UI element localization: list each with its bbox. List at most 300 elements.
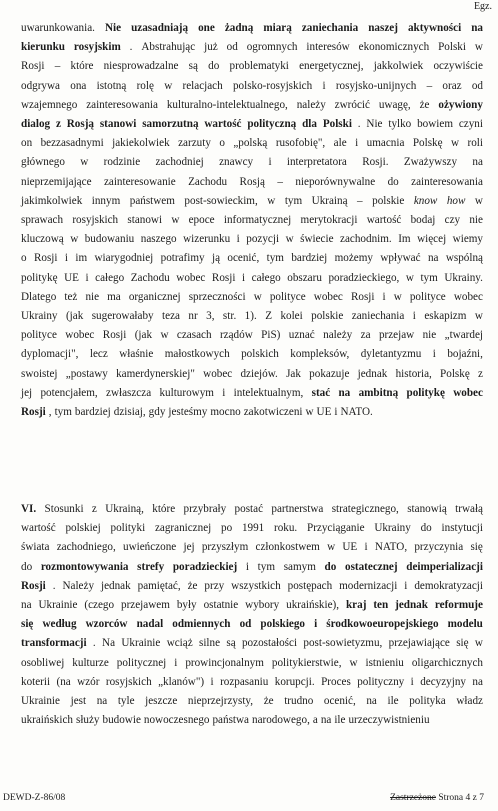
word: czy bbox=[444, 214, 461, 227]
word: decyzyjny bbox=[420, 675, 466, 688]
word: ile bbox=[334, 714, 346, 727]
word: polskiego bbox=[260, 618, 305, 631]
word: i bbox=[222, 386, 226, 399]
word: ostatecznej bbox=[345, 560, 398, 573]
word: jeszcze bbox=[145, 695, 178, 708]
word: one bbox=[198, 22, 215, 34]
word: historia, bbox=[395, 367, 432, 380]
word: dla bbox=[302, 118, 317, 131]
word: czasach bbox=[176, 329, 212, 342]
word: zwrócić bbox=[334, 98, 370, 111]
word: kulturowym bbox=[159, 386, 214, 399]
word: ale bbox=[333, 137, 347, 150]
word: że bbox=[419, 98, 430, 111]
word: innym bbox=[91, 194, 121, 207]
word: w bbox=[327, 541, 336, 554]
word: ambitną bbox=[358, 386, 399, 399]
word: w bbox=[285, 233, 294, 246]
word: w bbox=[164, 79, 173, 92]
word: że bbox=[187, 579, 198, 592]
word: z bbox=[91, 503, 97, 515]
text-line bbox=[21, 57, 483, 76]
word: stanowią bbox=[407, 503, 447, 515]
word: przyczynia bbox=[414, 541, 464, 554]
word: nowoczesnego bbox=[143, 714, 210, 727]
word: ocenić, bbox=[227, 252, 260, 265]
word: w bbox=[405, 271, 414, 284]
word: tym bbox=[420, 271, 438, 284]
word: rozmontowywania bbox=[40, 560, 129, 573]
word: transformacji bbox=[21, 637, 87, 650]
word: politykierstwie, bbox=[271, 656, 342, 669]
word: polsko-rosyjskich bbox=[232, 79, 313, 92]
text-line bbox=[21, 365, 483, 384]
word: zainteresowania bbox=[86, 98, 158, 111]
word: rosyjskim bbox=[73, 41, 121, 54]
word: energetycznej, bbox=[299, 60, 364, 73]
word: w bbox=[171, 214, 180, 227]
word: oligarchicznych bbox=[411, 656, 483, 669]
word: głównego bbox=[21, 156, 65, 169]
word: polskiej bbox=[65, 522, 101, 535]
word: w bbox=[267, 194, 276, 207]
word: roku. bbox=[274, 522, 298, 535]
text-line bbox=[21, 134, 483, 153]
word: modelu bbox=[447, 618, 483, 631]
word: przyszłym bbox=[201, 541, 249, 554]
word: za bbox=[360, 329, 371, 342]
word: do bbox=[420, 522, 432, 535]
word: ogromnych bbox=[246, 41, 298, 54]
word: i bbox=[64, 252, 68, 265]
word: wpływać bbox=[380, 252, 421, 265]
word: polityczną bbox=[247, 118, 297, 131]
word: ostatnie bbox=[203, 599, 239, 612]
word: już bbox=[204, 41, 218, 54]
word: Rosji bbox=[21, 406, 46, 419]
word: postać bbox=[234, 503, 264, 515]
text-line bbox=[21, 38, 483, 57]
word: tym bbox=[54, 406, 72, 419]
word: członkostwem bbox=[255, 541, 320, 554]
word: Rosją bbox=[66, 118, 94, 131]
word: Rosji bbox=[21, 579, 46, 592]
word: nie bbox=[422, 329, 437, 342]
word: uznać bbox=[288, 329, 315, 342]
word: „polską bbox=[233, 137, 268, 150]
word: kolei bbox=[280, 310, 303, 323]
word: „klanów") bbox=[158, 675, 205, 688]
word: od bbox=[471, 79, 483, 92]
word: . bbox=[129, 41, 133, 54]
word: wciąż bbox=[166, 637, 193, 650]
word: zainteresowanie bbox=[103, 175, 176, 188]
text-line bbox=[21, 96, 483, 115]
word: i bbox=[174, 656, 178, 669]
word: Jak bbox=[286, 367, 301, 380]
document-id: DEWD-Z-86/08 bbox=[3, 793, 66, 803]
word: od bbox=[226, 41, 238, 54]
word: do bbox=[21, 560, 33, 573]
word: w bbox=[160, 329, 169, 342]
word: tym bbox=[257, 560, 276, 573]
word: zarzuty bbox=[178, 137, 211, 150]
word: Zachodu bbox=[188, 175, 228, 188]
copy-marker: Egz. bbox=[473, 1, 492, 12]
word: eskapizm bbox=[424, 310, 467, 323]
word: politycznej bbox=[116, 656, 167, 669]
word: kierunku bbox=[21, 41, 65, 54]
word: Polskę bbox=[440, 367, 470, 380]
text-line bbox=[21, 596, 483, 615]
word: stanowi bbox=[99, 118, 137, 131]
word: istotną bbox=[96, 79, 127, 92]
word: partnerstwa bbox=[271, 503, 324, 515]
word: 3, bbox=[206, 310, 215, 323]
word: bardziej bbox=[74, 406, 111, 419]
word: polityce bbox=[409, 290, 446, 303]
word: uwarunkowania. bbox=[21, 22, 95, 34]
word: korupcji. bbox=[274, 675, 315, 688]
word: – bbox=[426, 79, 433, 92]
word: Rosją bbox=[239, 175, 265, 188]
word: trudno bbox=[284, 695, 314, 708]
word: sprzeczności bbox=[188, 290, 246, 303]
word: należy bbox=[323, 329, 353, 342]
word: się bbox=[456, 637, 469, 650]
word: były bbox=[176, 599, 197, 612]
text-line bbox=[21, 153, 483, 172]
word: w bbox=[305, 406, 314, 419]
word: nadal bbox=[136, 618, 164, 631]
word: rosyjsko-unijnych bbox=[335, 79, 417, 92]
word: zagranicznej bbox=[154, 522, 212, 535]
word: interesów bbox=[306, 41, 350, 54]
word: na bbox=[320, 714, 332, 727]
word: (na bbox=[56, 675, 71, 688]
page-number: Strona 4 z 7 bbox=[438, 793, 484, 803]
word: i bbox=[245, 560, 249, 573]
word: w bbox=[253, 290, 262, 303]
word: Rosji. bbox=[362, 156, 389, 169]
word: kompleksów, bbox=[290, 348, 350, 361]
word: – bbox=[54, 60, 61, 73]
word: roli bbox=[467, 137, 483, 150]
word: Rosji bbox=[211, 271, 236, 284]
word: wartość bbox=[366, 214, 402, 227]
word: w bbox=[70, 233, 79, 246]
word: – bbox=[357, 194, 363, 207]
word: bojaźni, bbox=[447, 348, 483, 361]
word: oczywiście bbox=[433, 60, 483, 73]
word: Ukrainie bbox=[21, 695, 60, 708]
word: kulturze bbox=[72, 656, 109, 669]
word: – bbox=[277, 175, 283, 188]
word: ma bbox=[107, 290, 121, 303]
text-line bbox=[21, 115, 483, 134]
word: o bbox=[219, 137, 225, 150]
word: i bbox=[432, 348, 436, 361]
word: Rosji bbox=[350, 290, 375, 303]
word: jakkolwiek bbox=[373, 60, 424, 73]
word: „postawy bbox=[65, 367, 108, 380]
text-line bbox=[21, 634, 483, 653]
word: intelektualnym, bbox=[233, 386, 304, 399]
word: politykę bbox=[406, 386, 445, 399]
word: strefy bbox=[137, 560, 165, 573]
word: wobec bbox=[65, 329, 95, 342]
word: informatycznej bbox=[223, 214, 292, 227]
text-line bbox=[21, 19, 483, 38]
word: rosyjskich bbox=[105, 675, 152, 688]
word: całego bbox=[95, 271, 125, 284]
text-line bbox=[21, 211, 483, 230]
word: pozycji bbox=[246, 233, 280, 246]
word: teza bbox=[162, 310, 180, 323]
word: wizerunku bbox=[183, 233, 231, 246]
word: odmiennych bbox=[172, 618, 231, 631]
word: ukraińskich bbox=[21, 714, 73, 727]
word: samorzutną bbox=[142, 118, 199, 131]
word: po bbox=[221, 522, 233, 535]
word: miarą bbox=[263, 22, 292, 34]
word: Rosji bbox=[102, 329, 127, 342]
word: Polskę bbox=[412, 137, 443, 150]
word: Ukrainy bbox=[374, 522, 411, 535]
word: zaniechania bbox=[301, 22, 359, 34]
word: zachodnim. bbox=[340, 233, 392, 246]
text-line bbox=[21, 249, 483, 268]
word: polityka bbox=[409, 695, 446, 708]
word: on bbox=[21, 137, 33, 150]
word: wartość bbox=[204, 118, 242, 131]
word: zakotwiczeni bbox=[243, 406, 303, 419]
text-line bbox=[21, 673, 483, 692]
word: czyni bbox=[458, 118, 483, 131]
word: też bbox=[64, 290, 78, 303]
text-line bbox=[21, 615, 483, 634]
word: Zważywszy bbox=[403, 156, 458, 169]
word: 1). bbox=[244, 310, 257, 323]
word: wspólną bbox=[445, 252, 483, 265]
word: stać bbox=[311, 386, 331, 399]
word: państwem bbox=[129, 194, 175, 207]
word: tyle bbox=[117, 695, 135, 708]
word: narodowego, bbox=[252, 714, 310, 727]
word: i bbox=[236, 233, 240, 246]
word: całego bbox=[251, 271, 281, 284]
word: naszego bbox=[140, 233, 177, 246]
word: osobliwej bbox=[21, 656, 65, 669]
word: są bbox=[226, 637, 236, 650]
word: przejawem bbox=[121, 599, 170, 612]
word: przejaw bbox=[378, 329, 415, 342]
word: istnieniu bbox=[365, 656, 404, 669]
text-line bbox=[21, 692, 483, 711]
word: kamerdynerskiej" bbox=[116, 367, 195, 380]
word: jednak bbox=[395, 599, 428, 612]
word: więcej bbox=[417, 233, 447, 246]
word: stanowi bbox=[127, 214, 163, 227]
word: niesprowadzalne bbox=[103, 60, 179, 73]
word: dziejów. bbox=[240, 367, 278, 380]
word: Stosunki bbox=[44, 503, 84, 515]
word: bardziej bbox=[291, 252, 328, 265]
word: interpretatora bbox=[286, 156, 347, 169]
word: na bbox=[21, 599, 32, 612]
word: państwa bbox=[212, 714, 249, 727]
classification-stamp: Zastrzeżone bbox=[390, 793, 436, 803]
word: polityce bbox=[21, 329, 57, 342]
word: Proces bbox=[321, 675, 351, 688]
word: świata bbox=[21, 541, 50, 554]
word: polityczny bbox=[357, 675, 405, 688]
word: wybory bbox=[245, 599, 280, 612]
word: zwłaszcza bbox=[106, 386, 152, 399]
word: zachodniej bbox=[155, 156, 204, 169]
page-footer bbox=[390, 793, 484, 803]
word: Zachodu bbox=[130, 271, 170, 284]
text-line bbox=[21, 577, 483, 596]
paragraph-russia-policy bbox=[21, 19, 483, 422]
word: ocenić, bbox=[323, 695, 356, 708]
word: i bbox=[314, 618, 318, 631]
word: Dlatego bbox=[21, 290, 57, 303]
word: problematyki bbox=[229, 60, 289, 73]
word: dyletantyzmu bbox=[360, 348, 422, 361]
word: Należy bbox=[62, 579, 95, 592]
word: wobec bbox=[203, 367, 233, 380]
word: 1991 bbox=[241, 522, 265, 535]
word: pozostałości bbox=[241, 637, 298, 650]
word: kluczową bbox=[21, 233, 64, 246]
text-line bbox=[21, 269, 483, 288]
word: uzasadniają bbox=[131, 22, 189, 34]
word: i bbox=[404, 579, 408, 592]
word: deimperializacji bbox=[406, 560, 483, 573]
word: (czego bbox=[84, 599, 115, 612]
word: ile bbox=[387, 695, 399, 708]
text-line bbox=[21, 384, 483, 403]
word: post-sowieckim, bbox=[184, 194, 258, 207]
word: że bbox=[263, 695, 274, 708]
word: i bbox=[334, 406, 338, 419]
word: tym bbox=[266, 252, 284, 265]
word: i bbox=[322, 79, 326, 92]
word: zachodniego, bbox=[56, 541, 116, 554]
word: Ukrainą bbox=[311, 194, 348, 207]
word: dyplomacji", bbox=[21, 348, 79, 361]
word: polskie bbox=[372, 194, 405, 207]
word: potencjałem, bbox=[40, 386, 98, 399]
word: Nie bbox=[104, 22, 122, 34]
word: są bbox=[188, 60, 198, 73]
word: koterii bbox=[21, 675, 51, 688]
word: z bbox=[55, 118, 61, 131]
word: urzeczywistnieniu bbox=[348, 714, 430, 727]
word: reformuje bbox=[434, 599, 483, 612]
word: politykę bbox=[21, 271, 58, 284]
word: relacjach bbox=[182, 79, 223, 92]
text-line bbox=[21, 711, 483, 730]
word: oraz bbox=[442, 79, 462, 92]
word: o bbox=[21, 252, 27, 265]
word: polityki bbox=[110, 522, 146, 535]
word: UE bbox=[64, 271, 79, 284]
word: silne bbox=[199, 637, 221, 650]
word: NATO, bbox=[374, 541, 408, 554]
word: Przyciąganie bbox=[307, 522, 365, 535]
word: wobec bbox=[313, 290, 343, 303]
text-line bbox=[21, 519, 483, 538]
word: przybrały bbox=[183, 503, 227, 515]
word: na bbox=[472, 156, 483, 169]
word: na bbox=[471, 22, 483, 34]
word: Ukrainą, bbox=[105, 503, 144, 515]
word: . bbox=[52, 579, 56, 592]
word: bezzasadnymi bbox=[40, 137, 104, 150]
paragraph-ukraine-relations bbox=[21, 500, 483, 730]
word: Polski bbox=[322, 118, 352, 131]
word: właśnie bbox=[119, 348, 154, 361]
word: dialog bbox=[21, 118, 51, 131]
word: merytokracji bbox=[300, 214, 358, 227]
word: dzisiaj, bbox=[113, 406, 146, 419]
word: zaniechania bbox=[351, 310, 405, 323]
word: Ukrainie bbox=[121, 637, 161, 650]
word: how bbox=[446, 194, 466, 207]
word: jesteśmy bbox=[168, 406, 208, 419]
word: Im bbox=[398, 233, 411, 246]
word: demokratyzacji bbox=[414, 579, 483, 592]
word: według bbox=[42, 618, 77, 631]
word: nie bbox=[469, 214, 483, 227]
word: rodzinie bbox=[103, 156, 141, 169]
text-line bbox=[21, 538, 483, 557]
word: Polski bbox=[438, 41, 466, 54]
word: z bbox=[478, 367, 483, 380]
word: aktywności bbox=[407, 22, 462, 34]
word: Ukrainy. bbox=[444, 271, 483, 284]
word: im bbox=[75, 252, 88, 265]
text-line bbox=[21, 77, 483, 96]
word: jednak bbox=[100, 579, 131, 592]
word: swoistej bbox=[21, 367, 58, 380]
word: jest bbox=[70, 695, 87, 708]
word: żadną bbox=[224, 22, 254, 34]
word: w bbox=[451, 137, 460, 150]
word: odgrywa bbox=[21, 79, 60, 92]
word: poradzieckiej bbox=[172, 560, 238, 573]
word: UE bbox=[316, 406, 332, 419]
word: mocno bbox=[210, 406, 241, 419]
word: ożywiony bbox=[438, 98, 483, 111]
word: jakiekolwiek bbox=[112, 137, 170, 150]
word: lecz bbox=[89, 348, 108, 361]
text-line bbox=[21, 230, 483, 249]
word: w bbox=[474, 637, 483, 650]
word: w bbox=[474, 194, 483, 207]
word: pamiętać, bbox=[137, 579, 181, 592]
word: w bbox=[393, 290, 402, 303]
word: naszej bbox=[368, 22, 398, 34]
word: zainteresowania bbox=[411, 175, 483, 188]
word: epoce bbox=[188, 214, 215, 227]
word: , bbox=[48, 406, 52, 419]
word: jej bbox=[21, 386, 33, 399]
word: w bbox=[474, 310, 483, 323]
word: a bbox=[312, 714, 318, 727]
